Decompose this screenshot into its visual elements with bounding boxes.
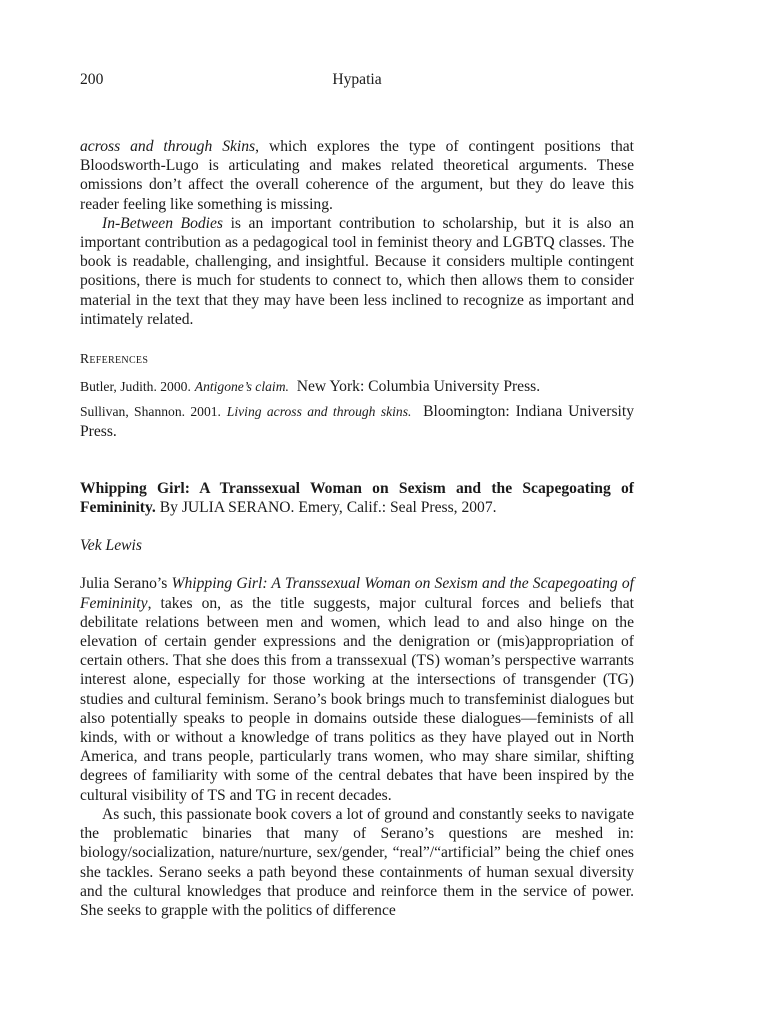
italic-title: In-Between Bodies <box>102 214 224 232</box>
reference-list <box>80 377 634 441</box>
references-heading: References <box>80 351 149 367</box>
paragraph <box>80 214 634 329</box>
paragraph-text: Julia Serano’s <box>80 575 172 593</box>
review-byline: By JULIA SERANO. Emery, Calif.: Seal Press, 2007. <box>159 499 497 517</box>
reference-author: Butler, Judith. 2000. <box>80 379 191 395</box>
paragraph <box>80 137 634 214</box>
running-head <box>80 70 634 90</box>
journal-page <box>80 70 634 920</box>
italic-title: across and through Skins <box>80 138 256 155</box>
reference-publisher: Bloomington: Indiana University Press. <box>80 403 634 440</box>
paragraph-text: is an important contribution to scholarship, but it is also an important contribution as a pedagogical tool in feminist theory and LGBTQ classes. The book is readable, challenging, and insightful. Because it considers multiple contingent positions, there is much for students to connect to, which then allows them to consider material in the text that they may have been less inclined to recognize as important and intimately related. <box>80 214 635 328</box>
paragraph-text: , takes on, as the title suggests, major cultural forces and beliefs that debilitate relations between men and women, which lead to and also hinge on the elevation of certain gender expressions and the denigration or (mis)appropriation of certain others. That she does this from a transsexual (TS) woman’s perspective warrants interest alone, especially for those working at the intersections of transgender (TG) studies and cultural feminism. Serano’s book brings much to transfeminist dialogues but also potentially speaks to people in domains outside these dialogues—feminists of all kinds, with or without a knowledge of trans politics as they have played out in North America, and trans people, particularly trans women, who may share similar, shifting degrees of familiarity with some of the central debates that have been inspired by the cultural visibility of TS and TG in recent decades. <box>80 594 634 804</box>
reference-publisher: New York: Columbia University Press. <box>296 378 541 396</box>
reference-item <box>80 377 634 396</box>
review-book-title: Whipping Girl: A Transsexual Woman on Sexism and the Scapegoating of Femininity. <box>80 479 634 517</box>
paragraph: As such, this passionate book covers a lot of ground and constantly seeks to navigate the problematic binaries that many of Serano’s questions are meshed in: biology/socialization, nature/nurture, sex/gender, “real”/“artificial” being the chief ones she tackles. Serano seeks a path beyond these containments of human sexual diversity and the cultural knowledges that produce and reinforce them in the service of power. She seeks to grapple with the politics of difference <box>80 805 634 919</box>
page-number: 200 <box>80 71 104 88</box>
reviewer-name: Vek Lewis <box>80 537 142 555</box>
reference-item <box>80 402 634 440</box>
paragraph <box>80 574 634 804</box>
italic-title: Whipping Girl: A Transsexual Woman on Sexism and the Scapegoating of Femininity <box>80 575 634 612</box>
reference-title: Living across and through skins. <box>226 404 412 420</box>
paragraph-text: , which explores the type of contingent positions that Bloodsworth-Lugo is articulating and makes related theoretical arguments. These omissions don’t affect the overall coherence of the argument, but they do leave this reader feeling like something is missing. <box>80 138 634 213</box>
review-heading <box>80 479 634 517</box>
reference-title: Antigone’s claim. <box>194 379 289 395</box>
reference-author: Sullivan, Shannon. 2001. <box>80 404 221 420</box>
journal-title: Hypatia <box>332 71 382 88</box>
review-body <box>80 574 634 920</box>
previous-review-conclusion <box>80 137 634 329</box>
